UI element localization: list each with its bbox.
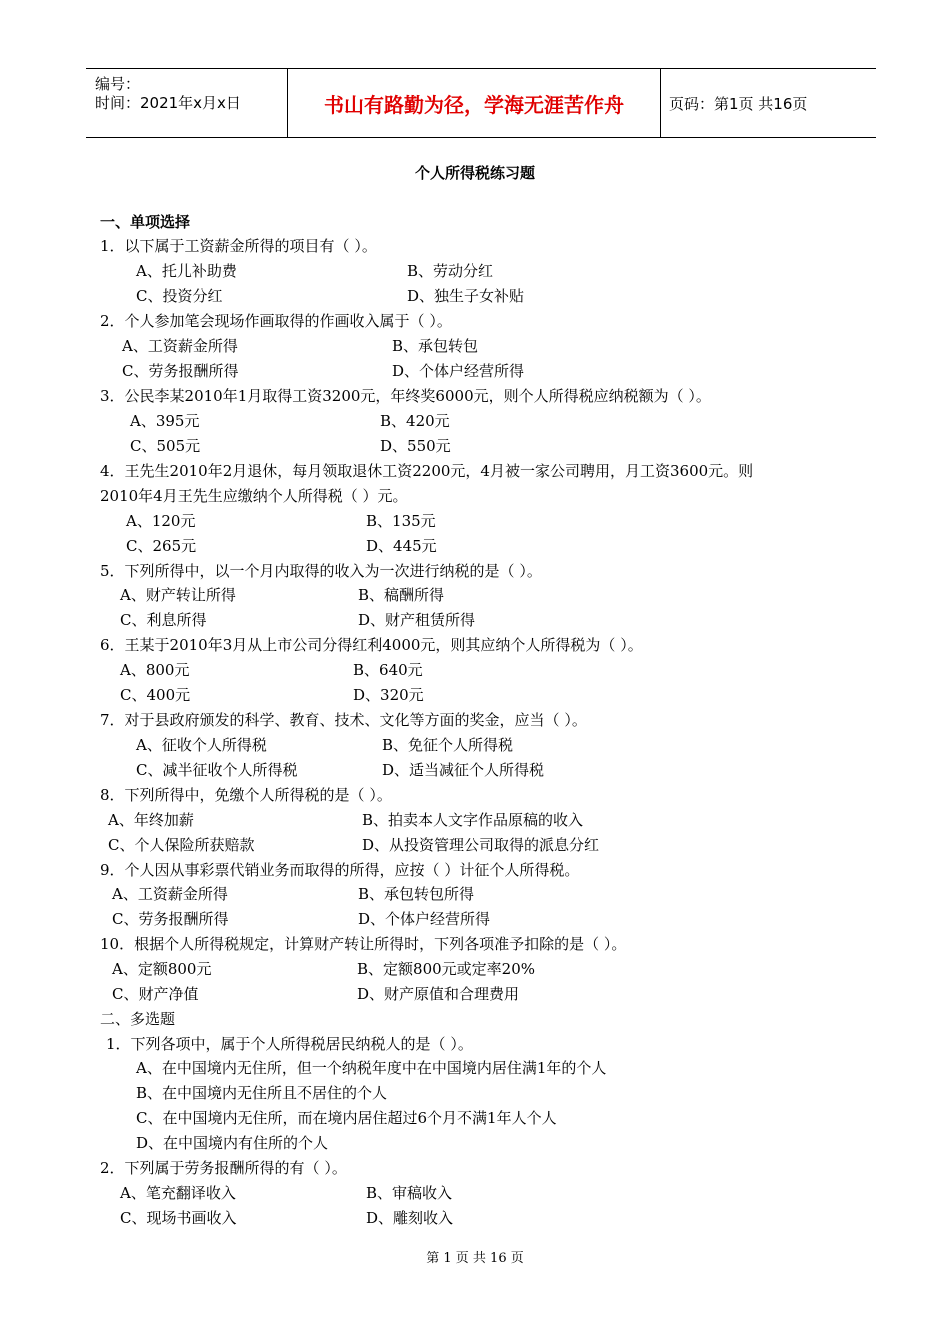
option-8b: B、拍卖本人文字作品原稿的收入 — [362, 811, 584, 829]
option-7c: C、减半征收个人所得税 — [136, 761, 298, 779]
option-1b: B、劳动分红 — [407, 262, 494, 280]
option-3b: B、420元 — [380, 412, 450, 430]
question-9: 9．个人因从事彩票代销业务而取得的所得，应按（ ）计征个人所得税。 — [100, 861, 580, 879]
header-page: 页码：第1页 共16页 — [669, 95, 808, 113]
multi-question-1: 1．下列各项中，属于个人所得税居民纳税人的是（ ）。 — [106, 1035, 473, 1053]
option-1d: D、独生子女补贴 — [407, 287, 525, 305]
option-8c: C、个人保险所获赔款 — [108, 836, 255, 854]
option-1a: A、托儿补助费 — [136, 262, 237, 280]
multi-option-2b: B、审稿收入 — [366, 1184, 453, 1202]
multi-option-2d: D、雕刻收入 — [366, 1209, 454, 1227]
option-7a: A、征收个人所得税 — [136, 736, 267, 754]
option-4a: A、120元 — [126, 512, 196, 530]
question-6: 6．王某于2010年3月从上市公司分得红利4000元，则其应纳个人所得税为（ ）。 — [100, 636, 643, 654]
header-time: 时间：2021年x月x日 — [95, 94, 241, 112]
section-single-choice: 一、单项选择 — [100, 213, 191, 231]
option-6a: A、800元 — [120, 661, 190, 679]
question-10: 10．根据个人所得税规定，计算财产转让所得时，下列各项准予扣除的是（ ）。 — [100, 935, 627, 953]
option-10b: B、定额800元或定率20% — [357, 960, 535, 978]
multi-option-1b: B、在中国境内无住所且不居住的个人 — [136, 1084, 388, 1102]
question-5: 5．下列所得中，以一个月内取得的收入为一次进行纳税的是（ ）。 — [100, 562, 542, 580]
header-number: 编号： — [95, 75, 141, 93]
multi-question-2: 2．下列属于劳务报酬所得的有（ ）。 — [100, 1159, 347, 1177]
option-10c: C、财产净值 — [112, 985, 199, 1003]
question-4: 4．王先生2010年2月退休，每月领取退休工资2200元，4月被一家公司聘用，月工资3600元。则 — [100, 462, 754, 480]
multi-option-2c: C、现场书画收入 — [120, 1209, 237, 1227]
option-6c: C、400元 — [120, 686, 191, 704]
option-7d: D、适当减征个人所得税 — [382, 761, 545, 779]
option-8d: D、从投资管理公司取得的派息分红 — [362, 836, 600, 854]
question-8: 8．下列所得中，免缴个人所得税的是（ ）。 — [100, 786, 392, 804]
option-9b: B、承包转包所得 — [358, 885, 475, 903]
option-4b: B、135元 — [366, 512, 436, 530]
question-4-continued: 2010年4月王先生应缴纳个人所得税（ ）元。 — [100, 487, 408, 505]
option-9d: D、个体户经营所得 — [358, 910, 491, 928]
multi-option-2a: A、笔充翻译收入 — [120, 1184, 236, 1202]
multi-option-1a: A、在中国境内无住所，但一个纳税年度中在中国境内居住满1年的个人 — [136, 1059, 607, 1077]
option-2d: D、个体户经营所得 — [392, 362, 525, 380]
option-6b: B、640元 — [353, 661, 423, 679]
option-3d: D、550元 — [380, 437, 451, 455]
option-6d: D、320元 — [353, 686, 424, 704]
option-2a: A、工资薪金所得 — [122, 337, 238, 355]
option-4c: C、265元 — [126, 537, 197, 555]
option-10d: D、财产原值和合理费用 — [357, 985, 520, 1003]
question-3: 3．公民李某2010年1月取得工资3200元，年终奖6000元，则个人所得税应纳税额为（ ）。 — [100, 387, 711, 405]
page-footer: 第 1 页 共 16 页 — [426, 1251, 524, 1266]
question-7: 7．对于县政府颁发的科学、教育、技术、文化等方面的奖金，应当（ ）。 — [100, 711, 587, 729]
multi-option-1d: D、在中国境内有住所的个人 — [136, 1134, 329, 1152]
option-7b: B、免征个人所得税 — [382, 736, 514, 754]
header-meta — [86, 69, 288, 137]
option-2b: B、承包转包 — [392, 337, 479, 355]
option-5d: D、财产租赁所得 — [358, 611, 476, 629]
option-3a: A、395元 — [130, 412, 200, 430]
question-2: 2．个人参加笔会现场作画取得的作画收入属于（ ）。 — [100, 312, 452, 330]
option-5a: A、财产转让所得 — [120, 586, 236, 604]
section-multi-choice: 二、多选题 — [100, 1010, 176, 1028]
header-motto: 书山有路勤为径，学海无涯苦作舟 — [288, 69, 661, 137]
option-5c: C、利息所得 — [120, 611, 207, 629]
option-9c: C、劳务报酬所得 — [112, 910, 229, 928]
option-5b: B、稿酬所得 — [358, 586, 445, 604]
page-header — [86, 68, 876, 138]
option-9a: A、工资薪金所得 — [112, 885, 228, 903]
multi-option-1c: C、在中国境内无住所，而在境内居住超过6个月不满1年人个人 — [136, 1109, 557, 1127]
question-1: 1．以下属于工资薪金所得的项目有（ ）。 — [100, 237, 377, 255]
option-3c: C、505元 — [130, 437, 201, 455]
option-8a: A、年终加薪 — [108, 811, 194, 829]
document-title: 个人所得税练习题 — [414, 164, 535, 182]
option-1c: C、投资分红 — [136, 287, 223, 305]
option-4d: D、445元 — [366, 537, 437, 555]
option-2c: C、劳务报酬所得 — [122, 362, 239, 380]
option-10a: A、定额800元 — [112, 960, 212, 978]
